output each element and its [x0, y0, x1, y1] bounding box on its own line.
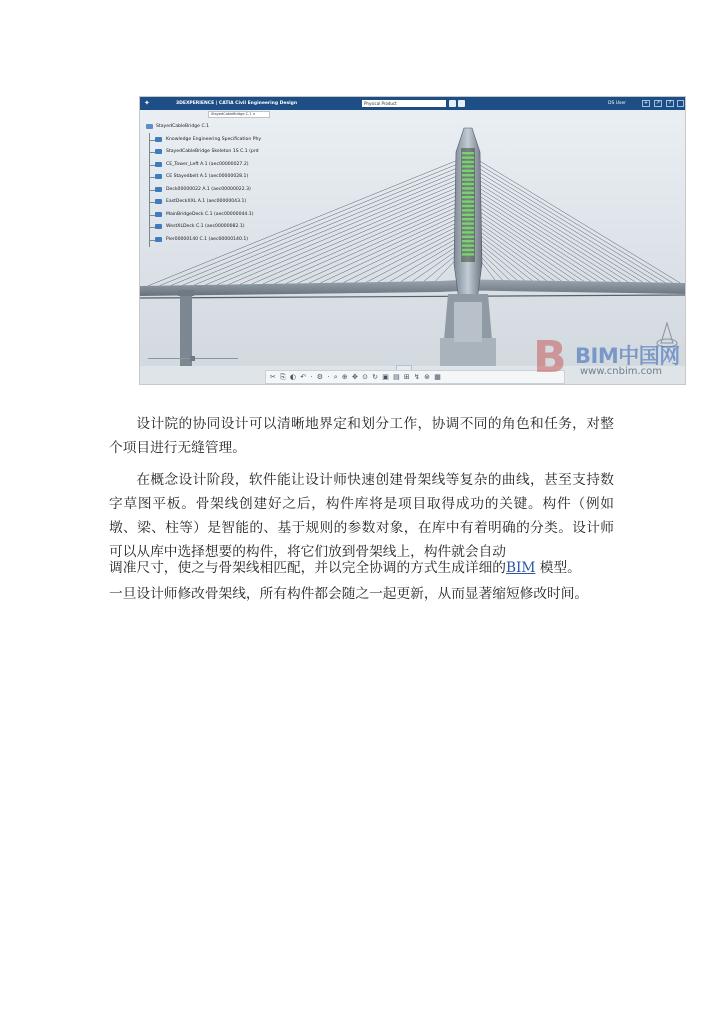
tree-item-label: EastDeckXXL A.1 (aec00000043.1) [166, 199, 247, 204]
cable-anchor [462, 227, 474, 229]
tree-item[interactable] [144, 147, 294, 160]
cable-anchor [462, 187, 474, 189]
app-name: 3DEXPERIENCE | CATIA Civil Engineering Design [176, 101, 298, 106]
action-toolbar[interactable]: ✂ ⎘ ◐ ↶ · ⚙ · ⌕ ⊕ ✥ ⊙ ↻ ▣ ▤ ⊞ ↯ ⊛ ▦ [265, 370, 565, 384]
tree-item-label: Pier00000140 C.1 (aec00000140.1) [166, 236, 249, 242]
paragraph-2-text: 在概念设计阶段，软件能让设计师快速创建骨架线等复杂的曲线，甚至支持数字草图平板。骨架线创建好之后，构件库将是项目取得成功的关键。构件（例如墩、梁、柱等）是智能的、基于规则的参数对象，在库中有着明确的分类。设计师可以从库中选择想要的构件，将它们放到骨架线上，构件就会自动 [109, 472, 614, 560]
help-button[interactable]: ? [666, 100, 674, 107]
tree-root[interactable] [144, 122, 294, 135]
cable-anchor [462, 178, 474, 180]
cable-anchor [462, 231, 474, 233]
search-icon[interactable] [449, 100, 456, 107]
component-icon [155, 187, 162, 192]
tree-item[interactable] [144, 172, 294, 185]
bridge-model-screenshot [139, 96, 686, 385]
tab-bar [140, 110, 685, 118]
tree-item-label: WestXLDeck C.1 (aec00000082.1) [166, 224, 245, 229]
tab-stayed-cable-bridge[interactable]: StayedCableBridge C.1 × [208, 111, 270, 118]
bim-watermark [533, 334, 686, 385]
tree-item[interactable] [144, 210, 294, 223]
tree-root-label: StayedCableBridge C.1 [156, 124, 210, 129]
component-icon [155, 199, 162, 204]
paragraph-auto-fit [109, 556, 614, 580]
cable-anchor [462, 222, 474, 224]
component-icon [155, 174, 162, 179]
menu-icon[interactable] [677, 100, 684, 107]
watermark-brand: BIM中国网 [575, 344, 680, 368]
slider-thumb[interactable] [190, 356, 195, 361]
tree-item[interactable] [144, 185, 294, 198]
cable-anchor [462, 205, 474, 207]
paragraph-2-continued: 调准尺寸，使之与骨架线相匹配，并以完全协调的方式生成详细的 [109, 560, 506, 576]
paragraph-concept-design [109, 468, 614, 564]
component-icon [155, 237, 162, 242]
component-icon [155, 137, 162, 142]
product-icon [146, 124, 153, 129]
watermark-logo-letter: B [533, 332, 567, 383]
cable-anchor [462, 196, 474, 198]
search-input[interactable]: Physical Product [362, 100, 446, 107]
tag-icon[interactable] [458, 100, 465, 107]
cable-anchor [462, 253, 474, 255]
cable-anchor [462, 209, 474, 211]
add-button[interactable]: + [643, 100, 649, 106]
tree-item-label: Deck00000022 A.1 (aec00000022.3) [166, 186, 251, 192]
cable-anchor [462, 174, 474, 176]
component-icon [155, 212, 162, 217]
cable-anchor [462, 152, 474, 154]
ds-compass-logo-icon[interactable]: ✦ [144, 99, 150, 107]
share-button[interactable]: ↗ [655, 100, 661, 106]
product-tree [144, 122, 294, 247]
tree-item[interactable] [144, 160, 294, 173]
cable-anchor [462, 165, 474, 167]
tree-item-label: Knowledge Engineering Specification Phy [166, 136, 262, 142]
cable-anchor [462, 214, 474, 216]
tree-item-label: CE_Tower_Left A.1 (aec00000027.2) [166, 161, 249, 167]
cable-anchor [462, 249, 474, 251]
paragraph-1-text: 设计院的协同设计可以清晰地界定和划分工作，协调不同的角色和任务，对整个项目进行无缝管理。 [109, 416, 614, 456]
timeline-slider[interactable] [148, 356, 238, 361]
paragraph-collaboration [109, 412, 614, 460]
bim-link[interactable]: BIM [505, 560, 536, 576]
component-icon [155, 162, 162, 167]
cable-anchor [462, 240, 474, 242]
cable-anchor [462, 218, 474, 220]
component-icon [155, 224, 162, 229]
component-icon [155, 149, 162, 154]
cable-anchor [462, 170, 474, 172]
paragraph-update [109, 582, 614, 606]
tree-item[interactable] [144, 135, 294, 148]
tree-item-label: StayedCableBridge Skeleton 1S C.1 (prd [166, 149, 259, 154]
cable-anchor [462, 236, 474, 238]
cable-anchor [462, 161, 474, 163]
paragraph-3-text: 一旦设计师修改骨架线，所有构件都会随之一起更新，从而显著缩短修改时间。 [109, 586, 589, 602]
cable-anchor [462, 192, 474, 194]
cable-anchor [462, 244, 474, 246]
tree-item[interactable] [144, 235, 294, 248]
tree-item[interactable] [144, 222, 294, 235]
app-title-bar [140, 97, 685, 110]
cable-anchor [462, 183, 474, 185]
tree-item-label: CE Stayedbelt A.1 (aec00000028.1) [166, 174, 249, 179]
watermark-url: www.cnbim.com [580, 366, 663, 377]
tree-item[interactable] [144, 197, 294, 210]
cable-anchor [462, 200, 474, 202]
cable-anchor [462, 156, 474, 158]
user-name[interactable]: DS User [608, 101, 627, 106]
tree-item-label: MainBridgeDeck C.1 (aec00000044.1) [166, 211, 254, 217]
paragraph-2-end: 模型。 [535, 560, 581, 576]
